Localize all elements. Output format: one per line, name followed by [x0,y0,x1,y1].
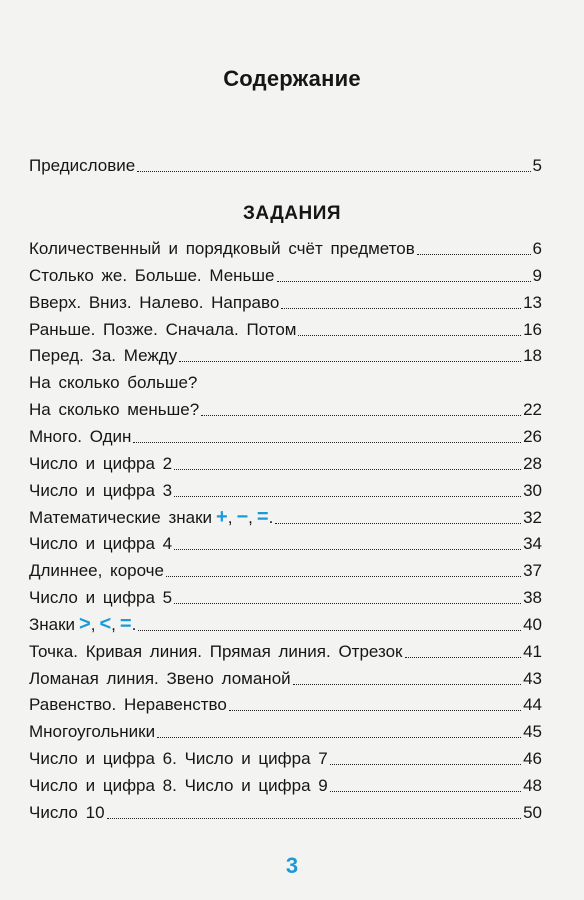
dot-leader [277,280,531,282]
toc-row [29,530,542,554]
toc-page-number: 16 [523,319,542,339]
math-symbol: + [216,505,228,528]
dot-leader [229,709,521,711]
toc-page-number: 32 [523,507,542,527]
toc-label [29,749,328,769]
toc-page-number: 43 [523,668,542,688]
toc-row [29,235,542,259]
toc-page-number: 26 [523,426,542,446]
toc-label [29,373,197,393]
dot-leader [166,575,521,577]
toc-label-text: Ломаная линия. Звено ломаной [29,668,291,688]
symbol-separator: , [111,614,116,634]
math-symbol: > [79,612,91,635]
toc-label [29,427,131,447]
toc-row [29,691,542,715]
toc-label [29,507,273,528]
math-symbol: − [236,505,249,528]
dot-leader [405,656,522,658]
dot-leader [417,253,531,255]
toc-label-text: Число и цифра 2 [29,453,173,473]
toc-row [29,369,542,393]
toc-row [29,423,542,447]
toc-label-text: Знаки [29,614,76,634]
toc-label-text: На сколько меньше? [29,400,200,420]
toc-page-number: 22 [523,400,542,420]
toc-label [29,561,164,581]
toc-row [29,745,542,769]
dot-leader [174,468,521,470]
math-symbol: = [119,612,132,635]
toc-page-number: 44 [523,695,542,715]
toc-row [29,289,542,313]
dot-leader [174,495,521,497]
dot-leader [281,307,521,309]
toc-label-text: Равенство. Неравенство [29,695,227,715]
math-symbol: = [256,505,269,528]
toc-label [29,534,172,554]
toc-page-number: 41 [523,641,542,661]
toc-page-number: 28 [523,453,542,473]
toc-row [29,450,542,474]
dot-leader [330,763,521,765]
toc-label [29,481,172,501]
toc-label [29,722,155,742]
toc-page-number: 38 [523,588,542,608]
math-symbol: < [99,612,112,635]
toc-label-text: Количественный и порядковый счёт предметов [29,239,415,258]
toc-label [29,454,172,474]
toc-page-number: 40 [523,614,542,634]
dot-leader [179,360,521,362]
toc-row [29,718,542,742]
toc-label [29,239,415,259]
toc-row [29,611,542,635]
toc-row [29,504,542,528]
toc-label [29,266,275,286]
toc-page-number: 5 [532,156,542,175]
dot-leader [298,334,521,336]
dot-leader [137,170,530,172]
dot-leader [174,548,521,550]
symbol-separator: , [227,507,233,527]
toc-label [29,293,279,313]
toc-label-text: Раньше. Позже. Сначала. Потом [29,319,297,339]
toc-row [29,557,542,581]
page-title: Содержание [223,66,361,91]
symbol-separator: . [131,614,137,634]
toc-label-text: Длиннее, короче [29,561,164,581]
toc-page-number: 34 [523,534,542,554]
toc-label [29,803,105,823]
symbol-separator: . [268,507,274,527]
toc-row [29,477,542,501]
toc-page-number: 13 [523,292,542,312]
dot-leader [293,683,521,685]
dot-leader [133,441,521,443]
toc-label-text: Число и цифра 5 [29,588,173,608]
toc-label-text: Многоугольники [29,722,156,742]
toc-label-text: Число 10 [29,802,105,822]
toc-label-text: Вверх. Вниз. Налево. Направо [29,292,280,312]
toc-label-text: Столько же. Больше. Меньше [29,265,275,285]
page-number: 3 [285,853,299,878]
symbol-separator: , [90,614,96,634]
toc-row [29,342,542,366]
toc-page-number: 37 [523,561,542,581]
toc-page-number: 6 [532,239,542,258]
dot-leader [107,817,522,819]
toc-label [29,669,291,689]
toc-label [29,320,296,340]
dot-leader [157,736,521,738]
toc-label-text: Много. Один [29,426,132,446]
toc-label-text: Перед. За. Между [29,346,178,366]
toc-label-text: Число и цифра 6. Число и цифра 7 [29,749,328,769]
toc-row [29,396,542,420]
toc-label [29,695,227,715]
toc-page-number: 46 [523,749,542,769]
dot-leader [275,522,521,524]
toc-page-number: 48 [523,776,542,795]
toc-page-number: 18 [523,346,542,366]
toc-label-text: Число и цифра 8. Число и цифра 9 [29,776,328,795]
toc-label-text: Математические знаки [29,507,213,527]
toc-row-preface [29,152,542,176]
dot-leader [201,414,521,416]
toc-page-number: 50 [523,802,542,822]
toc-row [29,665,542,689]
dot-leader [138,629,521,631]
dot-leader [330,790,521,792]
symbol-separator: , [248,507,253,527]
toc-row [29,316,542,340]
toc-label-text: Число и цифра 3 [29,480,173,500]
toc-row [29,638,542,662]
toc-row [29,262,542,286]
toc-label [29,400,199,420]
toc-label [29,588,172,608]
toc-label [29,776,328,796]
toc-page-number: 9 [532,265,542,285]
toc-row [29,799,542,823]
toc-page-number: 45 [523,722,542,742]
toc-label: Предисловие [29,156,136,175]
toc-label-text: Точка. Кривая линия. Прямая линия. Отрезок [29,641,403,661]
toc-label [29,614,136,635]
toc-row [29,772,542,796]
toc-row [29,584,542,608]
toc-label-text: Число и цифра 4 [29,534,173,554]
toc-page-number: 30 [523,480,542,500]
toc-label-text: На сколько больше? [29,373,198,393]
toc-label [29,642,403,662]
section-title: ЗАДАНИЯ [242,203,342,224]
dot-leader [174,602,521,604]
toc-label [29,346,177,366]
